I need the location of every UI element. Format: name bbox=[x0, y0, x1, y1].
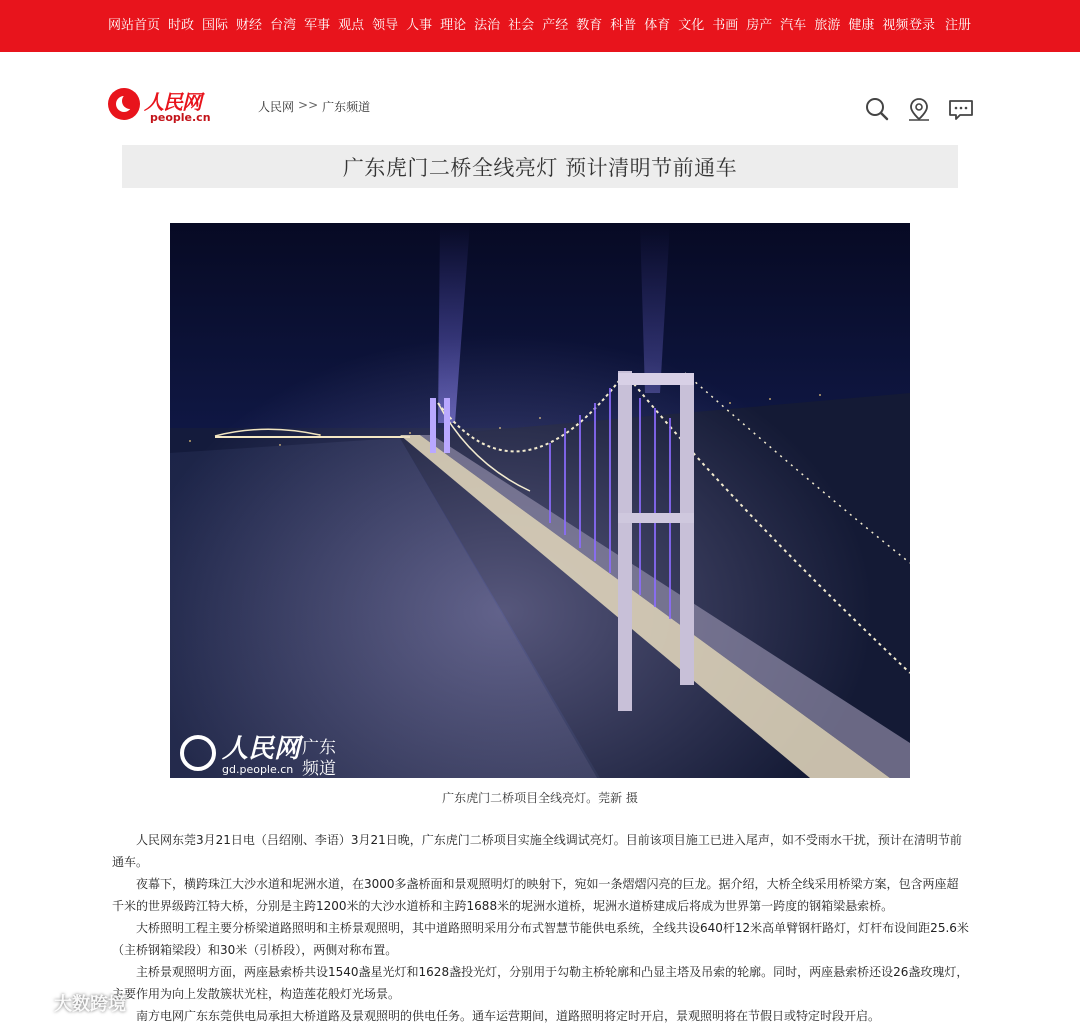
corner-watermark bbox=[10, 990, 126, 1016]
login-link[interactable]: 登录 bbox=[909, 18, 936, 33]
nav-link-society[interactable]: 社会 bbox=[508, 18, 535, 33]
nav-link-international[interactable]: 国际 bbox=[202, 18, 229, 33]
logo-text-cn: 人民网 bbox=[144, 90, 201, 114]
nav-link-calligraphy[interactable]: 书画 bbox=[712, 18, 739, 33]
article-paragraph: 人民网东莞3月21日电（吕绍刚、李语）3月21日晚，广东虎门二桥项目实施全线调试亮灯。目前该项目施工已进入尾声，如不受雨水干扰，预计在清明节前通车。 bbox=[112, 833, 962, 869]
nav-link-military[interactable]: 军事 bbox=[304, 18, 331, 33]
bridge-night-photo bbox=[170, 223, 910, 778]
auth-links bbox=[909, 17, 981, 35]
logo-mark-icon bbox=[108, 88, 140, 120]
nav-link-leaders[interactable]: 领导 bbox=[372, 18, 399, 33]
nav-link-taiwan[interactable]: 台湾 bbox=[270, 18, 297, 33]
nav-link-industry[interactable]: 产经 bbox=[542, 18, 569, 33]
article-title-bar bbox=[122, 145, 958, 188]
nav-link-politics[interactable]: 时政 bbox=[168, 18, 195, 33]
nav-link-sports[interactable]: 体育 bbox=[644, 18, 671, 33]
location-icon[interactable] bbox=[906, 96, 932, 122]
top-nav-bar bbox=[0, 0, 1080, 52]
logo-text-en: people.cn bbox=[150, 111, 211, 124]
nav-link-personnel[interactable]: 人事 bbox=[406, 18, 433, 33]
watermark-text: 大数跨境 bbox=[54, 994, 126, 1015]
photo-watermark-url: gd.people.cn bbox=[222, 763, 294, 776]
breadcrumb-home[interactable]: 人民网 bbox=[258, 100, 295, 114]
nav-link-science[interactable]: 科普 bbox=[610, 18, 637, 33]
nav-link-opinion[interactable]: 观点 bbox=[338, 18, 365, 33]
article-paragraph: 夜幕下，横跨珠江大沙水道和坭洲水道，在3000多盏桥面和景观照明灯的映射下，宛如一条熠熠闪亮的巨龙。据介绍，大桥全线采用桥梁方案，包含两座超千米的世界级跨江特大桥，分别是主跨1200米的大沙水道桥和主跨1688米的坭洲水道桥，坭洲水道桥建成后将成为世界第一跨度的钢箱梁悬索桥。 bbox=[112, 877, 959, 913]
nav-link-auto[interactable]: 汽车 bbox=[780, 18, 807, 33]
photo-watermark-section-1: 广东 bbox=[302, 738, 336, 758]
photo-watermark-cn: 人民网 bbox=[222, 734, 301, 764]
nav-link-law[interactable]: 法治 bbox=[474, 18, 501, 33]
search-icon[interactable] bbox=[864, 96, 890, 122]
photo-watermark-section-2: 频道 bbox=[302, 759, 336, 778]
site-logo[interactable] bbox=[108, 86, 218, 126]
nav-link-finance[interactable]: 财经 bbox=[236, 18, 263, 33]
breadcrumb-section[interactable]: 广东频道 bbox=[322, 100, 371, 114]
article-title: 广东虎门二桥全线亮灯 预计清明节前通车 bbox=[342, 155, 738, 180]
breadcrumb bbox=[258, 98, 370, 115]
top-nav-links bbox=[108, 17, 916, 35]
article-photo bbox=[170, 223, 910, 778]
article-body bbox=[112, 829, 970, 1025]
article-paragraph: 南方电网广东东莞供电局承担大桥道路及景观照明的供电任务。通车运营期间，道路照明将定时开启，景观照明将在节假日或特定时段开启。 bbox=[136, 1009, 881, 1023]
watermark-logo-icon bbox=[10, 992, 48, 1014]
nav-link-video[interactable]: 视频 bbox=[882, 18, 909, 33]
nav-link-realestate[interactable]: 房产 bbox=[746, 18, 773, 33]
article-paragraph: 主桥景观照明方面，两座悬索桥共设1540盏星光灯和1628盏投光灯，分别用于勾勒主桥轮廓和凸显主塔及吊索的轮廓。同时，两座悬索桥还设26盏玫瑰灯，主要作用为向上发散簇状光柱，构造莲花般灯光场景。 bbox=[112, 965, 969, 1001]
nav-link-home[interactable]: 网站首页 bbox=[108, 18, 161, 33]
breadcrumb-separator: >> bbox=[298, 98, 319, 112]
register-link[interactable]: 注册 bbox=[945, 18, 972, 33]
message-icon[interactable] bbox=[948, 96, 974, 122]
article-paragraph: 大桥照明工程主要分桥梁道路照明和主桥景观照明，其中道路照明采用分布式智慧节能供电系统，全线共设640杆12米高单臂钢杆路灯，灯杆布设间距25.6米（主桥钢箱梁段）和30米（引桥段），两侧对称布置。 bbox=[112, 921, 969, 957]
nav-link-culture[interactable]: 文化 bbox=[678, 18, 705, 33]
photo-caption: 广东虎门二桥项目全线亮灯。莞新 摄 bbox=[442, 791, 638, 805]
nav-link-health[interactable]: 健康 bbox=[848, 18, 875, 33]
nav-link-travel[interactable]: 旅游 bbox=[814, 18, 841, 33]
header-icons bbox=[864, 96, 974, 122]
nav-link-education[interactable]: 教育 bbox=[576, 18, 603, 33]
nav-link-theory[interactable]: 理论 bbox=[440, 18, 467, 33]
